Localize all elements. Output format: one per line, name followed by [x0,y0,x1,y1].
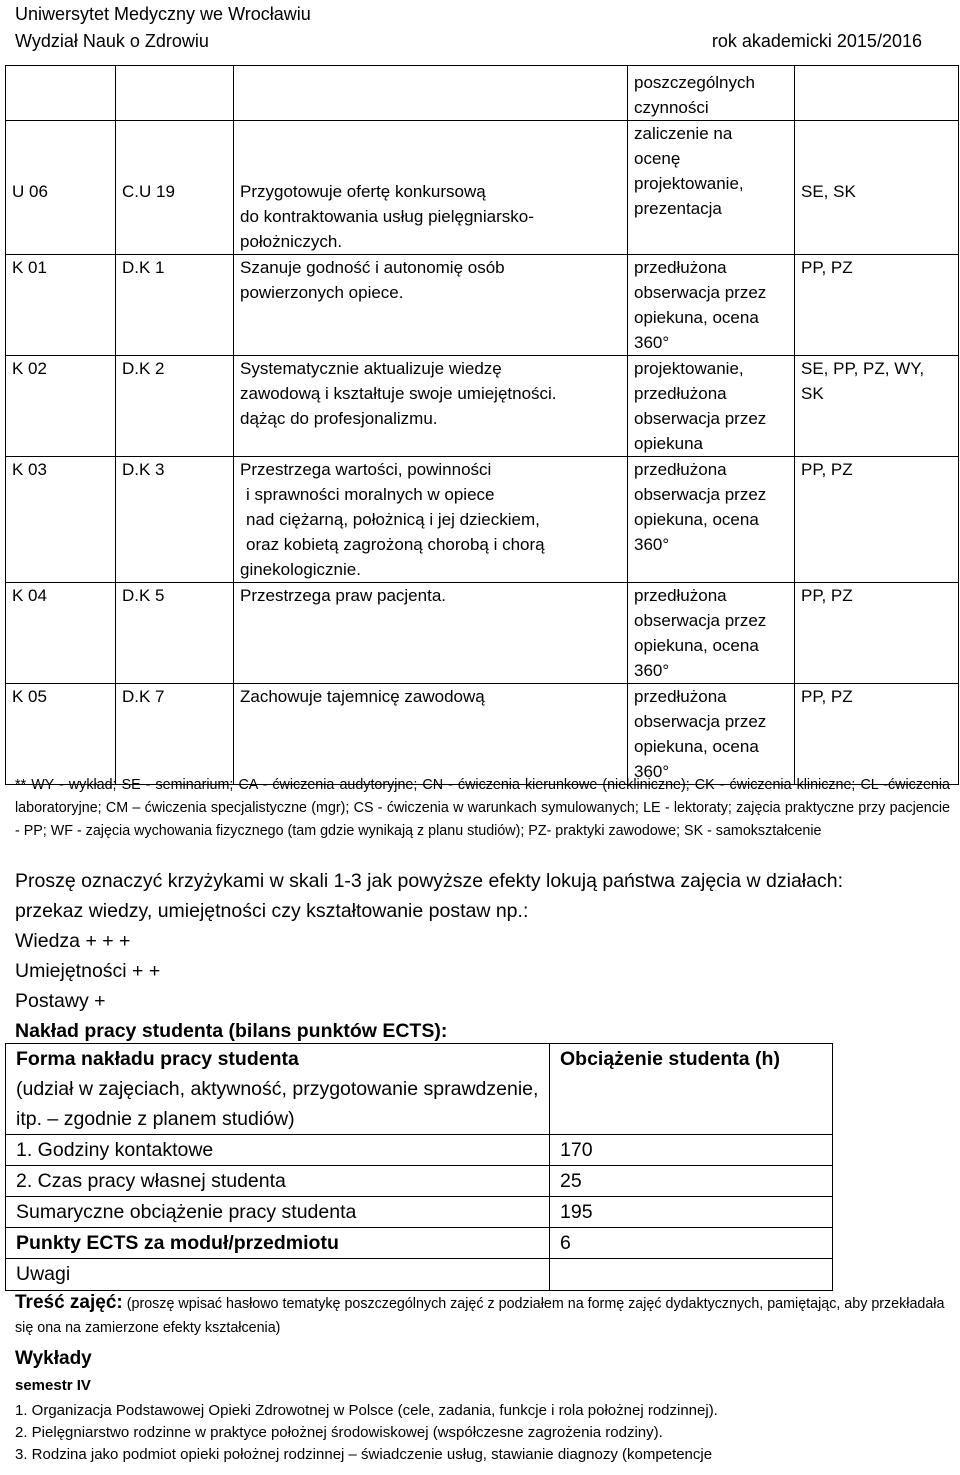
verification-method-line: przedłużona [634,586,727,605]
effect-description-cell [234,121,628,255]
effect-code-cell [6,255,116,356]
verification-method-line: opiekuna, ocena [634,308,759,327]
verification-method-line: opiekuna, ocena [634,636,759,655]
verification-method-line: projektowanie, [634,174,744,193]
verification-method-line: przedłużona [634,258,727,277]
workload-row [6,1197,833,1228]
effect-description-line: Szanuje godność i autonomię osób [240,258,505,277]
verification-method-line: 360° [634,535,670,554]
effect-row [6,255,959,356]
effect-description-line: oraz kobietą zagrożoną chorobą i chorą [246,535,545,554]
effect-reference-cell [116,356,234,457]
workload-hours-header: Obciążenie studenta (h) [560,1048,780,1070]
workload-form-header-cell [6,1044,550,1135]
class-form-line: PP, PZ [801,460,853,479]
effect-description-cell [234,356,628,457]
verification-method-line: opiekuna, ocena [634,510,759,529]
effect-row [6,583,959,684]
verification-method-cell [628,457,795,583]
effect-description-cell [234,684,628,785]
verification-method-line: obserwacja przez [634,485,767,504]
verification-method-line: obserwacja przez [634,409,767,428]
verification-method-line: przedłużona [634,460,727,479]
effect-description-line: Przestrzega praw pacjenta. [240,586,446,605]
content-title: Treść zajęć: [15,1292,123,1313]
verification-method-cell [628,684,795,785]
effect-code: K 01 [12,258,47,277]
workload-label: Punkty ECTS za moduł/przedmiotu [6,1228,550,1259]
effect-description-line: Przygotowuje ofertę konkursową [240,182,486,201]
verification-method-cell [628,66,795,121]
effect-reference-cell [116,121,234,255]
workload-header-row [6,1044,833,1135]
effect-row [6,684,959,785]
instruction-line-1: Proszę oznaczyć krzyżykami w skali 1-3 jak powyższe efekty lokują państwa zajęcia w działach: [15,870,843,892]
effect-description-line: powierzonych opiece. [240,283,404,302]
effect-description-line: i sprawności moralnych w opiece [246,485,495,504]
workload-hours-header-cell [550,1044,833,1135]
verification-method-line: projektowanie, [634,359,744,378]
effect-reference-cell [116,457,234,583]
class-form-cell [795,66,959,121]
effect-description-cell [234,583,628,684]
effect-reference-cell [116,66,234,121]
effect-description-line: Przestrzega wartości, powinności [240,460,492,479]
class-form-cell [795,457,959,583]
workload-label: Sumaryczne obciążenie pracy studenta [6,1197,550,1228]
effect-description-line: położniczych. [240,232,343,251]
class-form-line: SE, PP, PZ, WY, [801,359,925,378]
effect-description-line: Systematycznie aktualizuje wiedzę [240,359,502,378]
class-form-line: PP, PZ [801,586,853,605]
skills-rating: Umiejętności + + [15,960,161,982]
verification-method-line: poszczególnych [634,73,755,92]
effect-description-cell [234,66,628,121]
verification-method-line: czynności [634,98,709,117]
abbreviation-legend: ** WY - wykład; SE - seminarium; CA - ćwiczenia audytoryjne; CN - ćwiczenia kierunkowe (niekliniczne); CK - ćwiczenia kliniczne; CL -ćwiczenia laboratoryjne; CM – ćwiczenia specjalistyczne (mgr); CS - ćwiczenia w warunkach symulowanych; LE - lektoraty; zajęcia praktyczne przy pacjencie - PP; WF - zajęcia wychowania fizycznego (tam gdzie wynikają z planu studiów); PZ- praktyki zawodowe; SK - samokształcenie [15,777,950,839]
effect-description-line: nad ciężarną, położnicą i jej dzieckiem, [246,510,540,529]
effect-code: K 02 [12,359,47,378]
class-form-line: SE, SK [801,182,856,201]
effect-reference: D.K 2 [122,359,165,378]
lecture-list [15,1400,718,1466]
class-form-line: PP, PZ [801,258,853,277]
effect-description-cell [234,255,628,356]
effect-reference-cell [116,684,234,785]
university-name: Uniwersytet Medyczny we Wrocławiu [15,4,311,24]
class-form-cell [795,255,959,356]
verification-method-line: prezentacja [634,199,722,218]
class-form-cell [795,356,959,457]
faculty-name: Wydział Nauk o Zdrowiu [15,31,209,51]
workload-value: 6 [550,1228,833,1259]
verification-method-cell [628,583,795,684]
verification-method-line: 360° [634,762,670,781]
effect-reference-cell [116,255,234,356]
effect-reference: D.K 7 [122,687,165,706]
verification-method-line: przedłużona [634,384,727,403]
attitudes-rating: Postawy + [15,990,106,1012]
verification-method-cell [628,356,795,457]
verification-method-line: obserwacja przez [634,611,767,630]
workload-value: 170 [550,1135,833,1166]
workload-value: 25 [550,1166,833,1197]
workload-row [6,1259,833,1291]
effect-reference-cell [116,583,234,684]
effect-row [6,121,959,255]
workload-title: Nakład pracy studenta (bilans punktów ECTS): [15,1020,448,1042]
workload-value: 195 [550,1197,833,1228]
class-form-cell [795,121,959,255]
workload-label: 1. Godziny kontaktowe [6,1135,550,1166]
verification-method-line: opiekuna, ocena [634,737,759,756]
verification-method-line: obserwacja przez [634,283,767,302]
verification-method-line: 360° [634,661,670,680]
effect-description-cell [234,457,628,583]
class-form-cell [795,583,959,684]
workload-label: 2. Czas pracy własnej studenta [6,1166,550,1197]
knowledge-rating: Wiedza + + + [15,930,131,952]
content-note: (proszę wpisać hasłowo tematykę poszczególnych zajęć z podziałem na formę zajęć dydaktycznych, pamiętając, aby przekładała się ona na zamierzone efekty kształcenia) [15,1296,945,1336]
class-form-cell [795,684,959,785]
verification-method-line: 360° [634,333,670,352]
workload-form-header: Forma nakładu pracy studenta [16,1048,299,1070]
effect-description-line: Zachowuje tajemnicę zawodową [240,687,485,706]
verification-method-line: obserwacja przez [634,712,767,731]
effect-code-cell [6,121,116,255]
academic-year: rok akademicki 2015/2016 [711,31,922,51]
lectures-heading: Wykłady [15,1348,92,1369]
instruction-line-2: przekaz wiedzy, umiejętności czy kształtowanie postaw np.: [15,900,529,922]
effect-code: U 06 [12,182,48,201]
effect-row [6,457,959,583]
effect-description-line: do kontraktowania usług pielęgniarsko- [240,207,534,226]
effect-reference: D.K 1 [122,258,165,277]
lecture-item: 1. Organizacja Podstawowej Opieki Zdrowotnej w Polsce (cele, zadania, funkcje i rola położnej rodzinnej). [15,1402,718,1419]
effect-description-line: ginekologicznie. [240,560,361,579]
semester-label: semestr IV [15,1377,91,1394]
effect-code-cell [6,684,116,785]
effect-code: K 05 [12,687,47,706]
effect-code-cell [6,356,116,457]
effect-reference: D.K 5 [122,586,165,605]
workload-form-subheader: (udział w zajęciach, aktywność, przygotowanie sprawdzenie, itp. – zgodnie z planem studiów) [16,1078,539,1130]
effect-code-cell [6,457,116,583]
verification-method-line: przedłużona [634,687,727,706]
workload-table [5,1043,833,1291]
workload-row [6,1166,833,1197]
verification-method-line: opiekuna [634,434,704,453]
lecture-item: 3. Rodzina jako podmiot opieki położnej rodzinnej – świadczenie usług, stawianie diagnozy (kompetencje [15,1446,713,1463]
effect-description-line: zawodową i kształtuje swoje umiejętności. [240,384,557,403]
effect-code: K 04 [12,586,47,605]
class-form-line: SK [801,384,824,403]
effect-reference: C.U 19 [122,182,175,201]
lecture-item: 2. Pielęgniarstwo rodzinne w praktyce położnej środowiskowej (współczesne zagrożenia rodziny). [15,1424,663,1441]
workload-label: Uwagi [6,1259,550,1291]
class-form-line: PP, PZ [801,687,853,706]
effect-code-cell [6,66,116,121]
workload-value [550,1259,833,1291]
verification-method-line: ocenę [634,149,681,168]
verification-method-cell [628,255,795,356]
verification-method-line: zaliczenie na [634,124,733,143]
effect-row [6,66,959,121]
verification-method-cell [628,121,795,255]
workload-row [6,1228,833,1259]
course-content-section [15,1291,945,1340]
effect-code: K 03 [12,460,47,479]
learning-effects-table [5,65,959,785]
effect-row [6,356,959,457]
effect-description-line: dążąc do profesjonalizmu. [240,409,438,428]
workload-row [6,1135,833,1166]
effect-reference: D.K 3 [122,460,165,479]
effect-code-cell [6,583,116,684]
